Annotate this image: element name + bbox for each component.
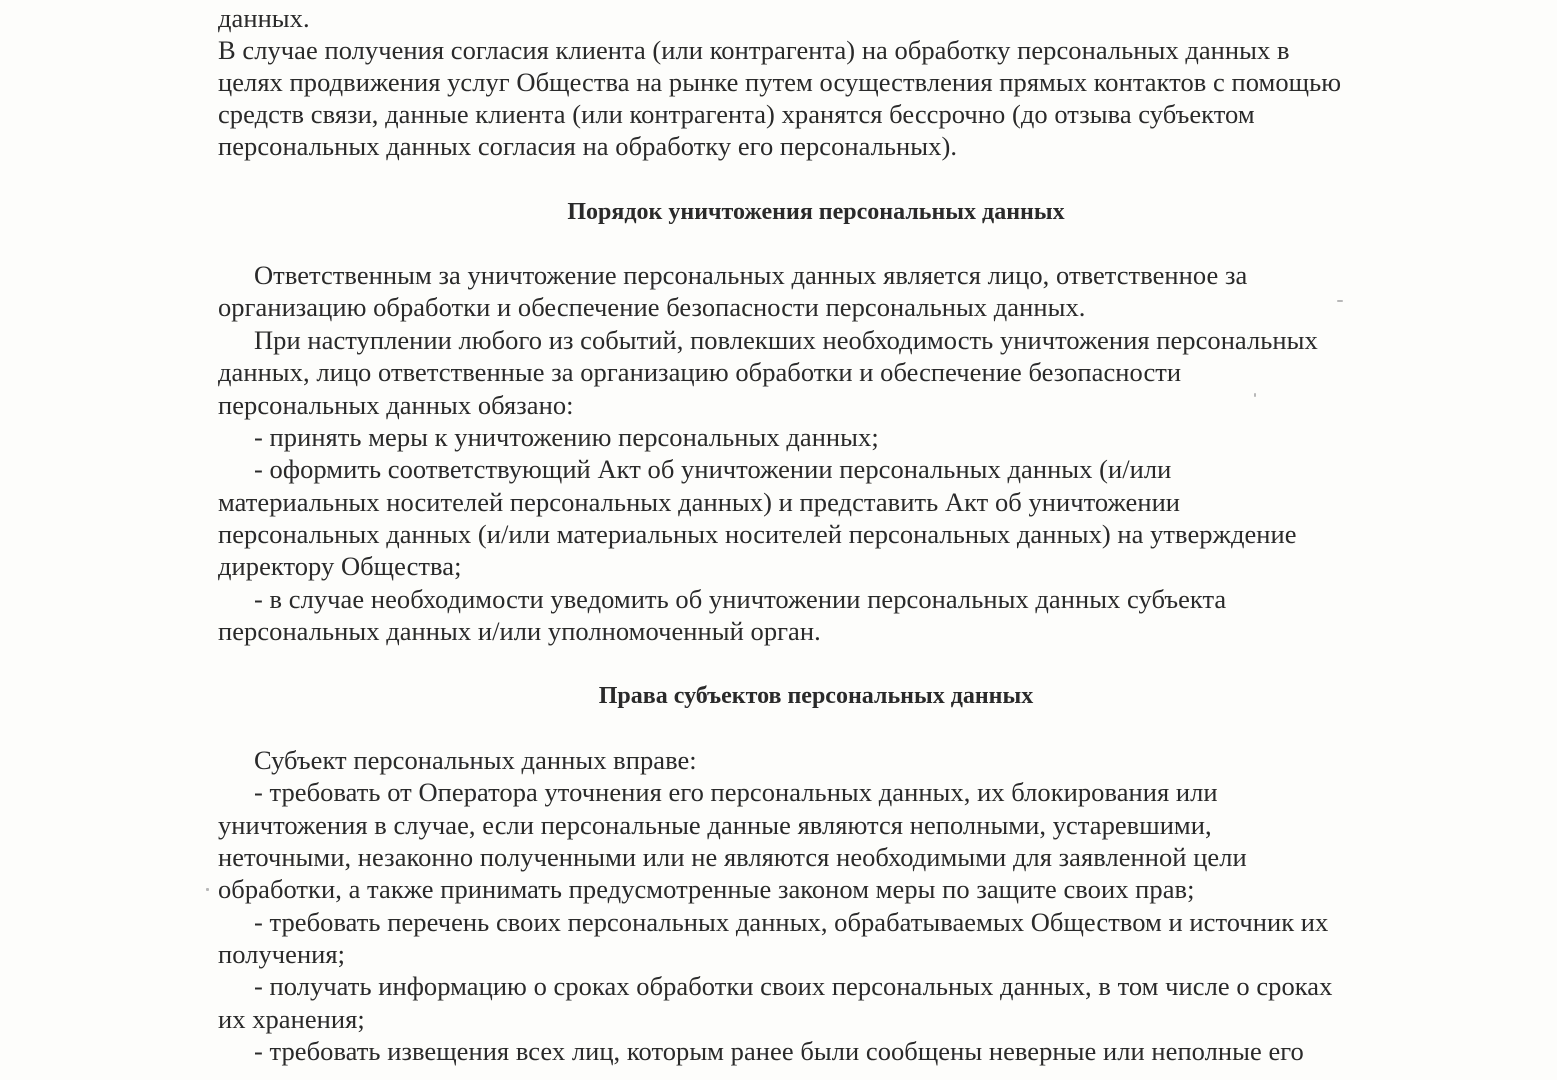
list-item-continuation: получения; (218, 939, 346, 969)
list-item: - принять меры к уничтожению персональных данных; (254, 422, 879, 452)
list-item-continuation: уничтожения в случае, если персональные данные являются неполными, устаревшими, (218, 810, 1212, 840)
list-item-continuation: неточными, незаконно полученными или не являются необходимыми для заявленной цели (218, 842, 1247, 872)
list-item-continuation: обработки, а также принимать предусмотренные законом меры по защите своих прав; (218, 874, 1195, 904)
paragraph-line: данных, лицо ответственные за организацию обработки и обеспечение безопасности (218, 357, 1182, 387)
paragraph-line: данных. (218, 3, 310, 33)
list-item: - требовать извещения всех лиц, которым ранее были сообщены неверные или неполные его (254, 1036, 1304, 1066)
list-item: - требовать от Оператора уточнения его персональных данных, их блокирования или (254, 777, 1218, 807)
paragraph-line: Ответственным за уничтожение персональных данных является лицо, ответственное за (254, 260, 1248, 290)
list-item-continuation: персональных данных (и/или материальных носителей персональных данных) на утверждение (218, 519, 1297, 549)
paragraph-line: При наступлении любого из событий, повлекших необходимость уничтожения персональных (254, 325, 1318, 355)
list-item-continuation: персональных данных и/или уполномоченный орган. (218, 616, 821, 646)
scan-speck (1254, 393, 1256, 397)
list-item-continuation: их хранения; (218, 1004, 365, 1034)
paragraph-line: персональных данных обязано: (218, 390, 574, 420)
list-item: - требовать перечень своих персональных данных, обрабатываемых Обществом и источник их (254, 907, 1329, 937)
list-item: - оформить соответствующий Акт об уничтожении персональных данных (и/или (254, 454, 1172, 484)
paragraph-line: В случае получения согласия клиента (или контрагента) на обработку персональных данных в (218, 35, 1290, 65)
list-item-continuation: директору Общества; (218, 551, 462, 581)
list-item: - в случае необходимости уведомить об уничтожении персональных данных субъекта (254, 584, 1227, 614)
section-heading-destruction: Порядок уничтожения персональных данных (567, 199, 1065, 225)
paragraph-line: организацию обработки и обеспечение безопасности персональных данных. (218, 292, 1086, 322)
paragraph-line: персональных данных согласия на обработку его персональных). (218, 131, 957, 161)
section-heading-rights: Права субъектов персональных данных (598, 683, 1034, 709)
scan-speck (206, 888, 209, 891)
paragraph-line: средств связи, данные клиента (или контрагента) хранятся бессрочно (до отзыва субъектом (218, 99, 1255, 129)
list-item: - получать информацию о сроках обработки своих персональных данных, в том числе о сроках (254, 971, 1333, 1001)
scan-speck (1337, 300, 1343, 302)
paragraph-line: Субъект персональных данных вправе: (254, 745, 697, 775)
list-item-continuation: материальных носителей персональных данных) и представить Акт об уничтожении (218, 487, 1181, 517)
paragraph-line: целях продвижения услуг Общества на рынке путем осуществления прямых контактов с помощью (218, 67, 1342, 97)
